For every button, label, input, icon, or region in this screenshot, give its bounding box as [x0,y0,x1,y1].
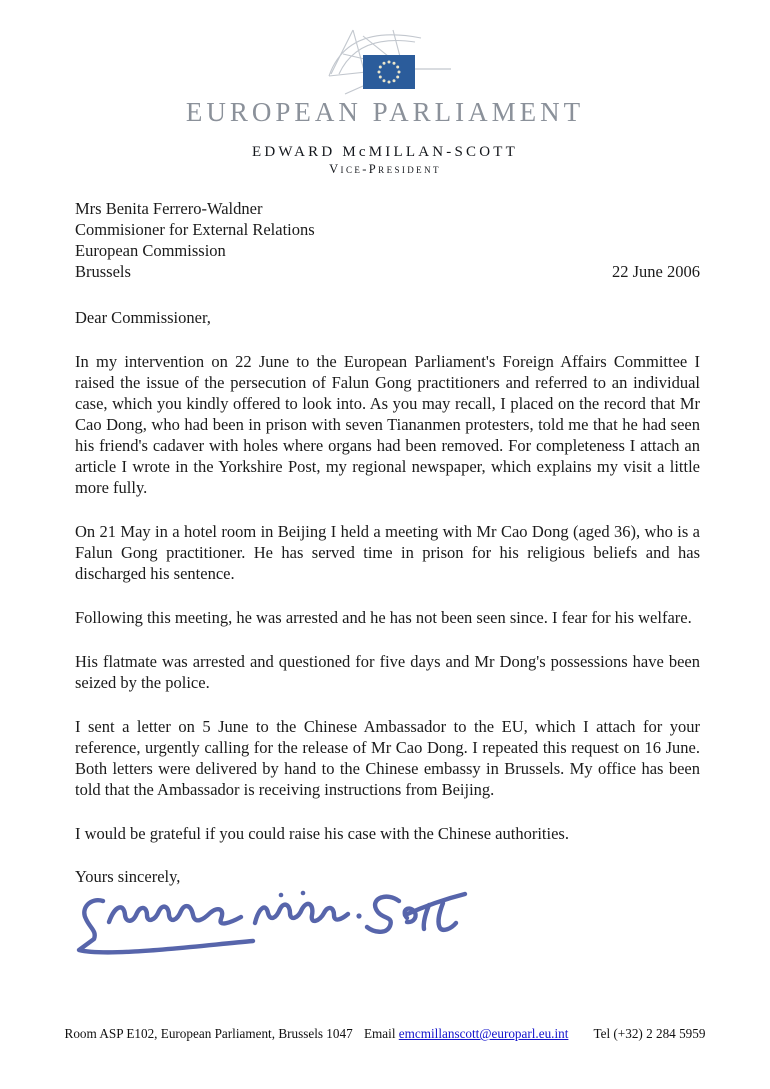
eu-flag-icon [363,55,415,89]
signature [67,885,700,965]
letterhead [0,0,770,177]
body-paragraph: His flatmate was arrested and questioned for five days and Mr Dong's possessions have been seized by the police. [75,652,700,692]
body-paragraph: In my intervention on 22 June to the European Parliament's Foreign Affairs Committee I raised the issue of the persecution of Falun Gong practitioners and referred to an individual case, which you kindly offered to look into. As you may recall, I placed on the record that Mr Cao Dong, who had been in prison with seven Tiananmen protesters, told me that he had seen his friend's cadaver with holes where organs had been removed. For completeness I attach an article I wrote in the Yorkshire Post, my regional newspaper, which explains my visit a little more fully. [75,352,700,497]
body-paragraph: Following this meeting, he was arrested and he has not been seen since. I fear for his welfare. [75,608,692,627]
recipient-line: Commisioner for External Relations [75,220,315,239]
closing: Yours sincerely, [75,867,181,886]
salutation: Dear Commissioner, [75,308,211,327]
recipient-line: Mrs Benita Ferrero-Waldner [75,199,263,218]
signature-ink-icon [67,885,469,965]
footer-email-link[interactable]: emcmillanscott@europarl.eu.int [398,1026,569,1041]
footer-email-label: Email [363,1026,396,1041]
recipient-line: Brussels [75,262,131,281]
letter-date: 22 June 2006 [612,262,700,281]
recipient-block [75,198,700,282]
european-parliament-logo [319,24,451,96]
recipient-line: European Commission [75,241,226,260]
org-name: EUROPEAN PARLIAMENT [185,97,585,127]
body-paragraph: I sent a letter on 5 June to the Chinese Ambassador to the EU, which I attach for your reference, urgently calling for the release of Mr Cao Dong. I repeated this request on 16 June. Both letters were delivered by hand to the Chinese embassy in Brussels. My office has been told that the Ambassador is receiving instructions from Beijing. [75,717,700,799]
letter-footer [0,1026,770,1042]
hemicycle-sketch-icon [319,24,451,96]
sender-title: Vice-President [329,162,441,176]
body-paragraph: On 21 May in a hotel room in Beijing I held a meeting with Mr Cao Dong (aged 36), who is a Falun Gong practitioner. He has served time in prison for his religious beliefs and has discharged his sentence. [75,522,700,583]
footer-tel: Tel (+32) 2 284 5959 [593,1026,706,1041]
body-paragraph: I would be grateful if you could raise his case with the Chinese authorities. [75,824,569,843]
footer-address: Room ASP E102, European Parliament, Brussels 1047 [64,1026,353,1041]
letter-content [75,198,700,965]
sender-name: EDWARD McMILLAN-SCOTT [252,144,518,160]
